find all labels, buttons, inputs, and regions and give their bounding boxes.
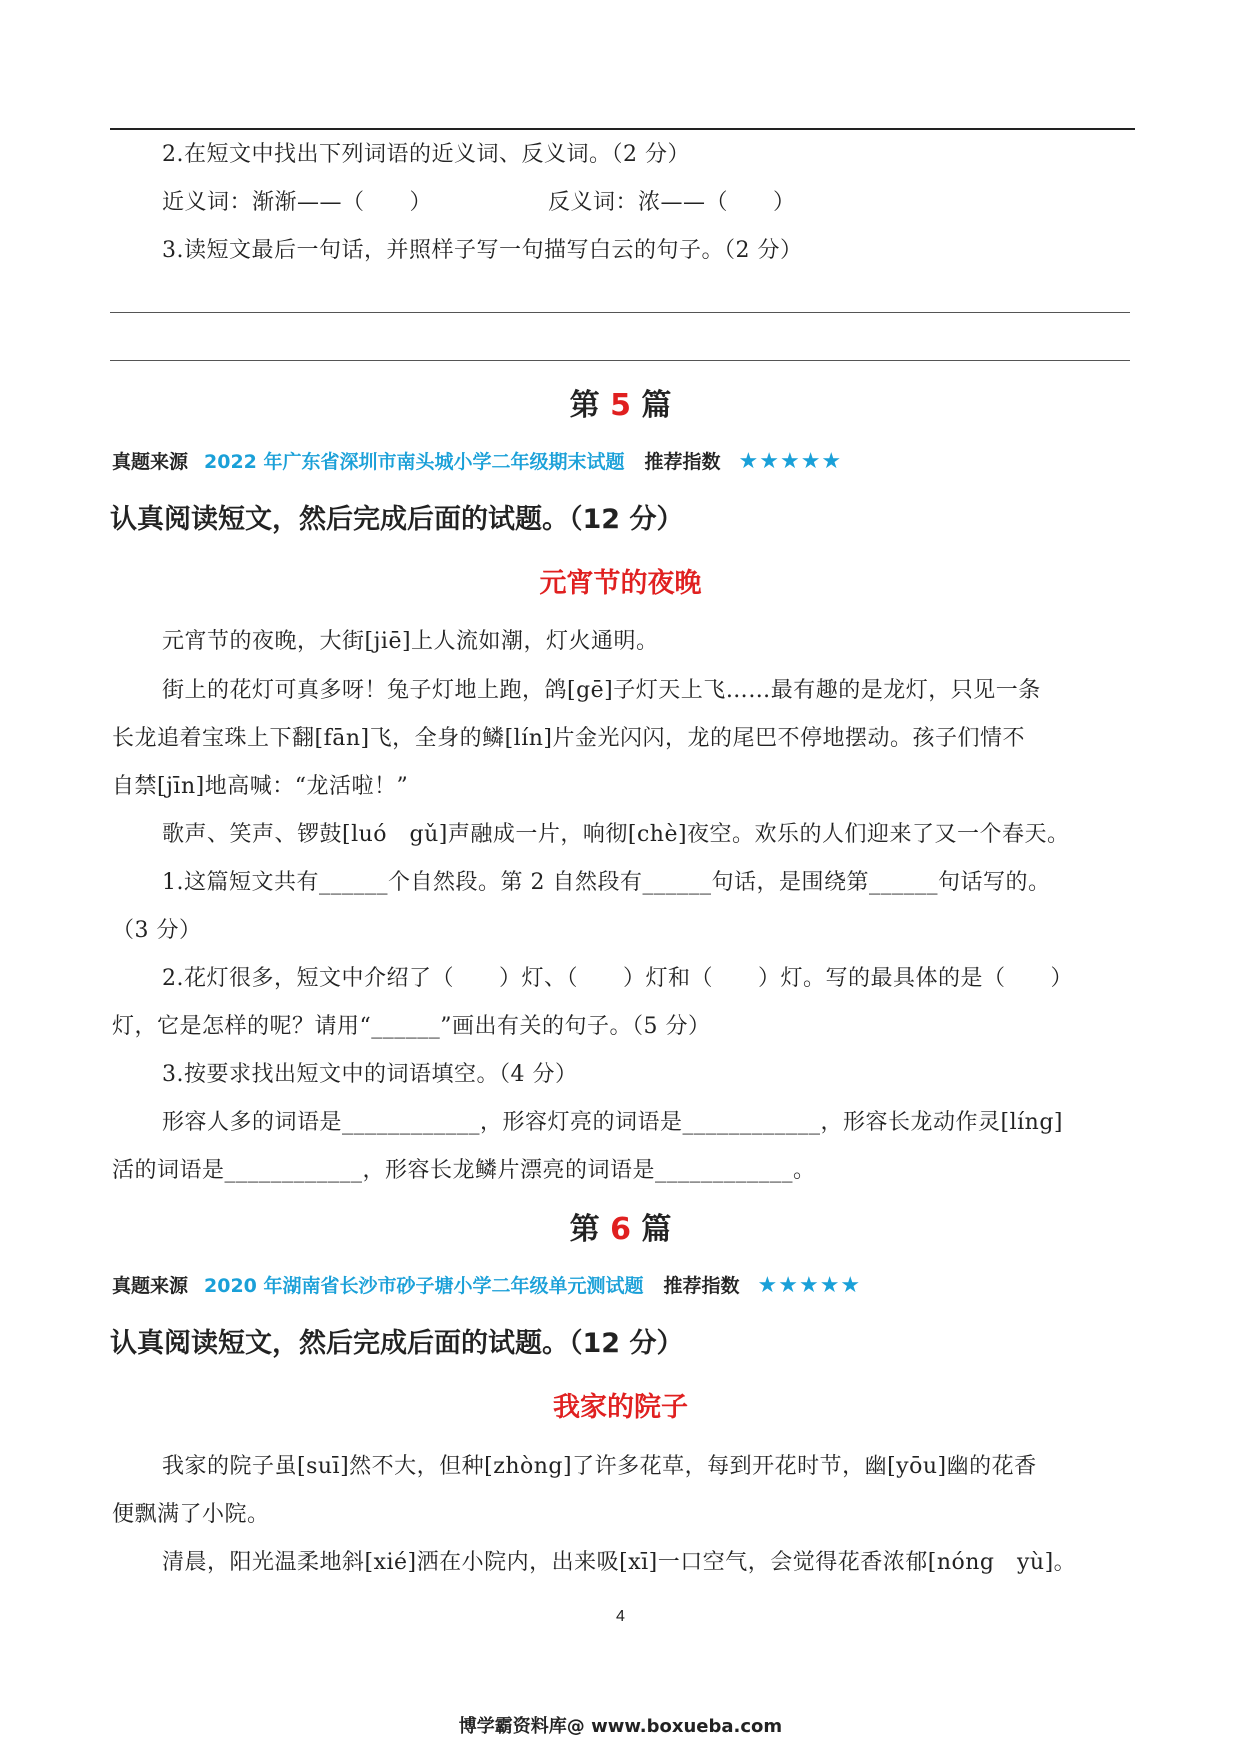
section-5-title <box>0 386 1241 426</box>
prev-question-2-antonym: 反义词：浓——（ ） <box>548 190 796 215</box>
section-5-paragraph-2-line-2: 长龙追着宝珠上下翻[fān]飞，全身的鳞[lín]片金光闪闪，龙的尾巴不停地摆动。孩子们情不 <box>112 726 1026 751</box>
section-5-paragraph-2-line-1: 街上的花灯可真多呀！兔子灯地上跑，鸽[gē]子灯天上飞……最有趣的是龙灯，只见一条 <box>162 678 1041 703</box>
section-6-source-label: 真题来源 <box>112 1275 189 1297</box>
answer-line-2 <box>110 360 1130 361</box>
prev-question-3: 3.读短文最后一句话，并照样子写一句描写白云的句子。（2 分） <box>162 238 803 263</box>
section-6-title <box>0 1210 1241 1250</box>
section-5-question-3-line-2: 活的词语是____________，形容长龙鳞片漂亮的词语是____________。 <box>112 1158 816 1183</box>
section-5-question-1-line-2: （3 分） <box>112 918 202 943</box>
section-5-source-label: 真题来源 <box>112 451 189 473</box>
section-5-number: 5 <box>610 388 631 423</box>
section-5-question-2-line-1: 2.花灯很多，短文中介绍了（ ）灯、（ ）灯和（ ）灯。写的最具体的是（ ） <box>162 966 1073 991</box>
section-5-instruction: 认真阅读短文，然后完成后面的试题。（12 分） <box>110 504 684 535</box>
section-5-meta <box>112 448 842 476</box>
section-5-recommend-label: 推荐指数 <box>644 451 721 473</box>
answer-line-1 <box>110 312 1130 313</box>
page-number: 4 <box>616 1608 625 1625</box>
section-5-title-suffix: 篇 <box>630 388 672 423</box>
section-5-source-text: 2022 年广东省深圳市南头城小学二年级期末试题 <box>204 451 625 473</box>
footer-watermark: 博学霸资料库@ www.boxueba.com <box>458 1716 783 1737</box>
section-5-passage-title: 元宵节的夜晚 <box>539 568 702 599</box>
top-answer-line <box>110 128 1135 130</box>
section-6-passage-title: 我家的院子 <box>553 1392 688 1423</box>
section-6-number: 6 <box>610 1212 631 1247</box>
section-5-stars: ★★★★★ <box>738 449 843 474</box>
section-6-title-prefix: 第 <box>569 1212 611 1247</box>
section-5-question-3: 3.按要求找出短文中的词语填空。（4 分） <box>162 1062 578 1087</box>
section-6-paragraph-2: 清晨，阳光温柔地斜[xié]洒在小院内，出来吸[xī]一口空气，会觉得花香浓郁[nóng yù]。 <box>162 1550 1077 1575</box>
section-6-instruction: 认真阅读短文，然后完成后面的试题。（12 分） <box>110 1328 684 1359</box>
section-6-source-text: 2020 年湖南省长沙市砂子塘小学二年级单元测试题 <box>204 1275 644 1297</box>
section-6-meta <box>112 1272 861 1300</box>
section-5-paragraph-1: 元宵节的夜晚，大街[jiē]上人流如潮，灯火通明。 <box>162 629 659 654</box>
section-6-paragraph-1-line-2: 便飘满了小院。 <box>112 1502 270 1527</box>
section-6-paragraph-1-line-1: 我家的院子虽[suī]然不大，但种[zhòng]了许多花草，每到开花时节，幽[yōu]幽的花香 <box>162 1454 1037 1479</box>
section-5-paragraph-3: 歌声、笑声、锣鼓[luó gǔ]声融成一片，响彻[chè]夜空。欢乐的人们迎来了又一个春天。 <box>162 822 1070 847</box>
section-6-stars: ★★★★★ <box>757 1273 862 1298</box>
section-6-recommend-label: 推荐指数 <box>663 1275 740 1297</box>
prev-question-2: 2.在短文中找出下列词语的近义词、反义词。（2 分） <box>162 142 690 167</box>
section-5-question-1-line-1: 1.这篇短文共有______个自然段。第 2 自然段有______句话，是围绕第______句话写的。 <box>162 870 1051 895</box>
section-5-question-3-line-1: 形容人多的词语是____________，形容灯亮的词语是____________，形容长龙动作灵[líng] <box>162 1110 1063 1135</box>
section-5-paragraph-2-line-3: 自禁[jīn]地高喊：“龙活啦！” <box>112 774 409 799</box>
section-6-title-suffix: 篇 <box>630 1212 672 1247</box>
section-5-title-prefix: 第 <box>569 388 611 423</box>
prev-question-2-synonym: 近义词：渐渐——（ ） <box>162 190 433 215</box>
section-5-question-2-line-2: 灯，它是怎样的呢？请用“______”画出有关的句子。（5 分） <box>112 1014 711 1039</box>
